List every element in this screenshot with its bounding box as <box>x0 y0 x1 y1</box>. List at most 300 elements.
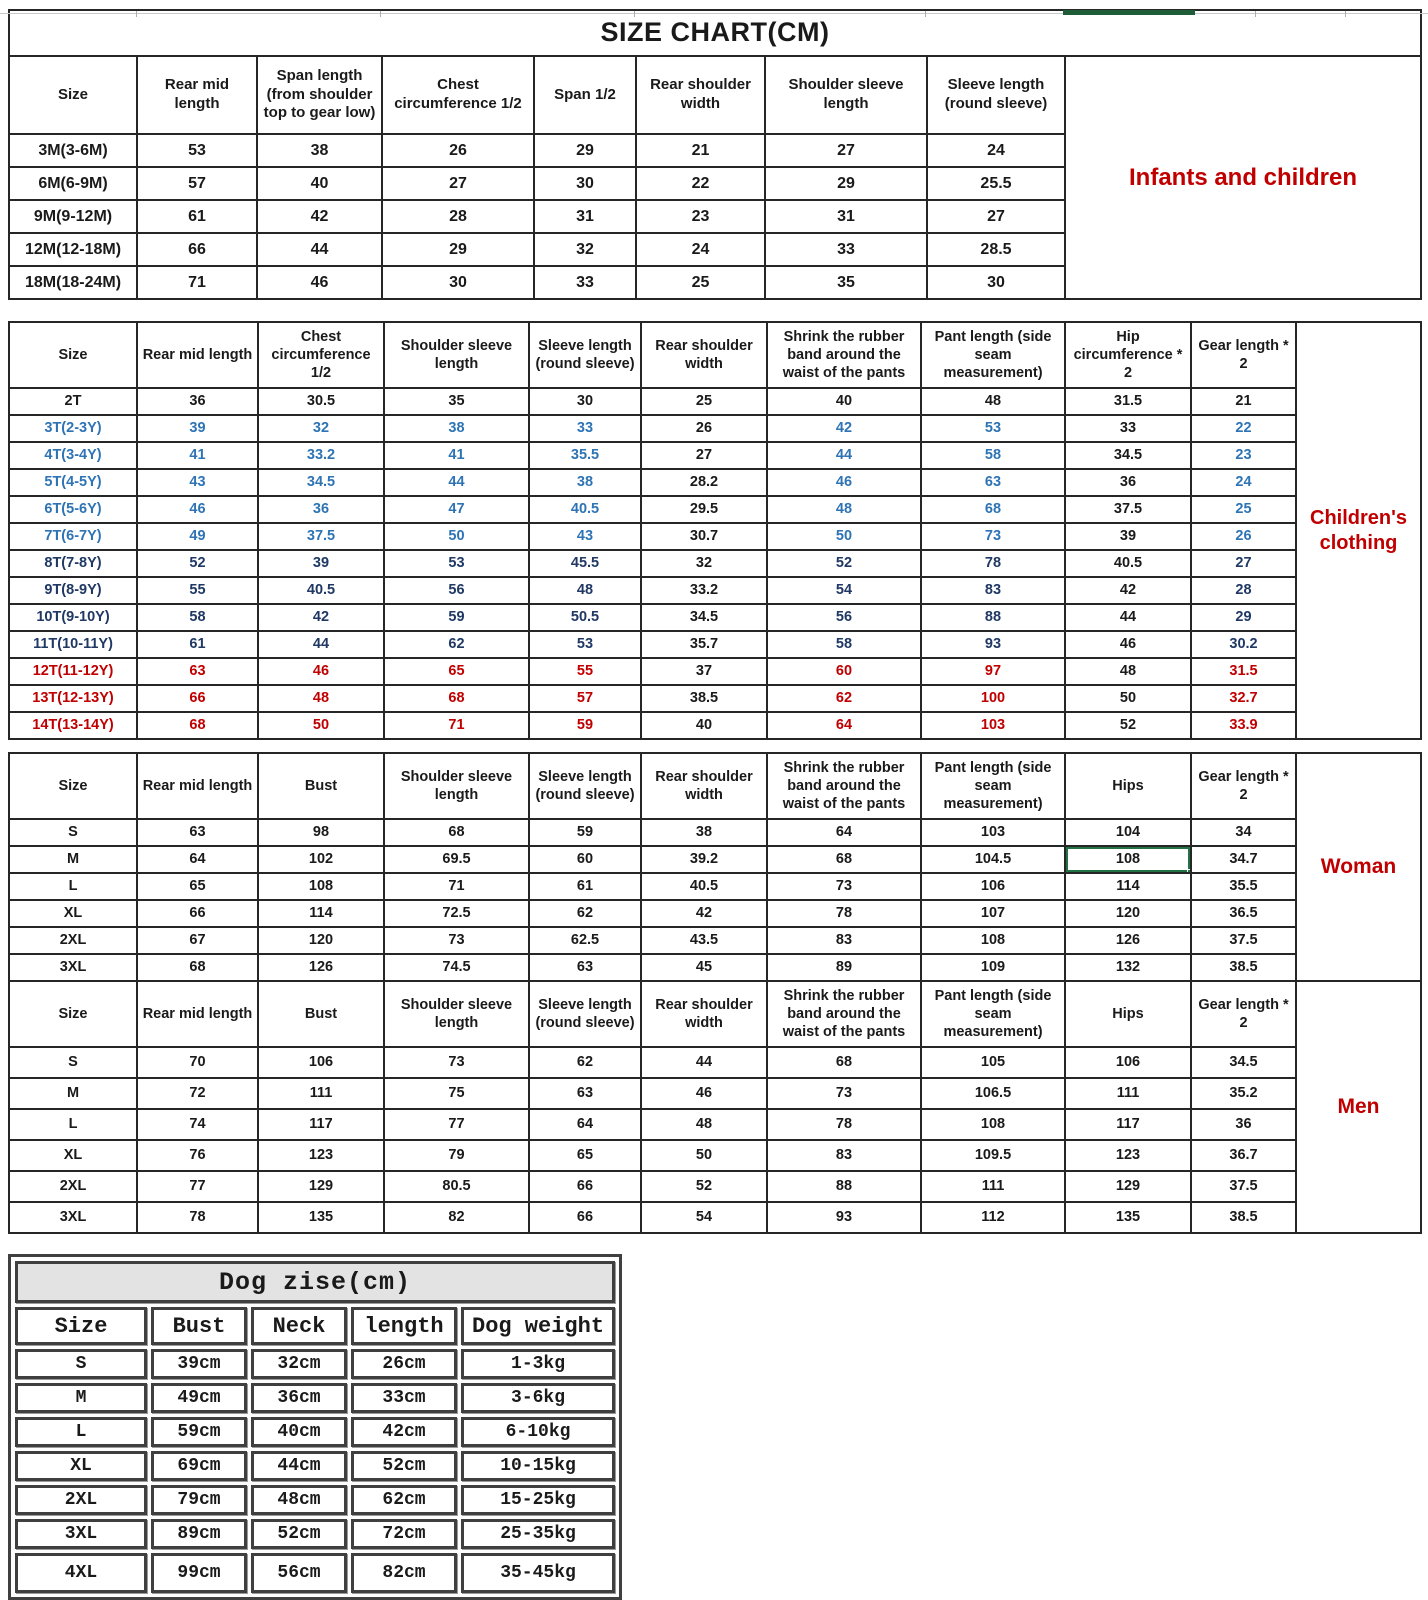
cell: 28.2 <box>641 469 767 496</box>
cell: 44 <box>767 442 921 469</box>
cell: 79 <box>384 1140 529 1171</box>
cell: 46 <box>641 1078 767 1109</box>
cell: 78 <box>921 550 1065 577</box>
selection-handle <box>1187 869 1191 873</box>
cell: 26 <box>382 134 534 167</box>
table-row <box>9 631 1421 658</box>
selection-remnant-bar <box>1063 10 1195 15</box>
cell: 71 <box>137 266 257 299</box>
table-row <box>9 846 1421 873</box>
cell: 66 <box>137 900 258 927</box>
col-header: Shoulder sleeve length <box>384 753 529 819</box>
cell: 15-25kg <box>461 1485 615 1515</box>
cell: 105 <box>921 1047 1065 1078</box>
cell: 39 <box>1065 523 1191 550</box>
cell: 28 <box>382 200 534 233</box>
cell: 76 <box>137 1140 258 1171</box>
table-row <box>15 1451 615 1481</box>
cell: 46 <box>1065 631 1191 658</box>
cell: 33 <box>765 233 927 266</box>
cell: 35-45kg <box>461 1553 615 1593</box>
row-size: 2XL <box>9 1171 137 1202</box>
header-row <box>15 1307 615 1345</box>
cell: 106 <box>1065 1047 1191 1078</box>
cell: 69cm <box>151 1451 247 1481</box>
col-header: Rear mid length <box>137 322 258 388</box>
col-header: Hip circumference * 2 <box>1065 322 1191 388</box>
cell: 48 <box>921 388 1065 415</box>
cell: 33.9 <box>1191 712 1296 739</box>
cell: 54 <box>767 577 921 604</box>
col-header: Chest circumference 1/2 <box>258 322 384 388</box>
col-header: Sleeve length (round sleeve) <box>529 322 641 388</box>
col-header: Shrink the rubber band around the waist of the pants <box>767 322 921 388</box>
cell: 50 <box>1065 685 1191 712</box>
cell: 126 <box>1065 927 1191 954</box>
cell: 100 <box>921 685 1065 712</box>
row-size: 7T(6-7Y) <box>9 523 137 550</box>
cell: 108 <box>1065 846 1191 873</box>
table-row <box>9 1140 1421 1171</box>
col-header: Size <box>15 1307 147 1345</box>
col-header: Size <box>9 753 137 819</box>
cell: 52 <box>1065 712 1191 739</box>
cell: 123 <box>1065 1140 1191 1171</box>
cell: 25 <box>636 266 765 299</box>
row-size: XL <box>9 1140 137 1171</box>
cell: 1-3kg <box>461 1349 615 1379</box>
col-header: Gear length * 2 <box>1191 981 1296 1047</box>
table-row <box>9 496 1421 523</box>
col-header: Sleeve length (round sleeve) <box>529 981 641 1047</box>
cell: 73 <box>384 927 529 954</box>
cell: 98 <box>258 819 384 846</box>
row-size: 6M(6-9M) <box>9 167 137 200</box>
cell: 65 <box>529 1140 641 1171</box>
cell: 29.5 <box>641 496 767 523</box>
cell: 59 <box>529 712 641 739</box>
section-label: Men <box>1296 981 1421 1233</box>
col-header: Span 1/2 <box>534 56 636 134</box>
cell: 72 <box>137 1078 258 1109</box>
cell: 27 <box>765 134 927 167</box>
cell: 39 <box>137 415 258 442</box>
gridline-tick <box>136 11 137 17</box>
cell: 33 <box>529 415 641 442</box>
cell: 42 <box>767 415 921 442</box>
cell: 56 <box>384 577 529 604</box>
cell: 106.5 <box>921 1078 1065 1109</box>
cell: 40 <box>641 712 767 739</box>
cell: 120 <box>258 927 384 954</box>
cell: 34.5 <box>1065 442 1191 469</box>
section-label: Woman <box>1296 753 1421 981</box>
cell: 68 <box>137 712 258 739</box>
cell: 40.5 <box>529 496 641 523</box>
cell: 35 <box>765 266 927 299</box>
cell: 24 <box>1191 469 1296 496</box>
table-row <box>9 550 1421 577</box>
cell: 132 <box>1065 954 1191 981</box>
cell: 62.5 <box>529 927 641 954</box>
cell: 63 <box>137 819 258 846</box>
cell: 40cm <box>251 1417 347 1447</box>
cell: 45 <box>641 954 767 981</box>
row-size: 3XL <box>15 1519 147 1549</box>
row-size: M <box>9 846 137 873</box>
cell: 78 <box>137 1202 258 1233</box>
cell: 66 <box>529 1171 641 1202</box>
cell: 58 <box>767 631 921 658</box>
cell: 82cm <box>351 1553 457 1593</box>
cell: 63 <box>921 469 1065 496</box>
cell: 29 <box>534 134 636 167</box>
cell: 42 <box>257 200 382 233</box>
page-title: SIZE CHART(CM) <box>9 10 1421 56</box>
cell: 31 <box>765 200 927 233</box>
cell: 74.5 <box>384 954 529 981</box>
cell: 53 <box>921 415 1065 442</box>
table-row <box>15 1349 615 1379</box>
col-header: Shrink the rubber band around the waist of the pants <box>767 753 921 819</box>
cell: 55 <box>529 658 641 685</box>
cell: 40.5 <box>258 577 384 604</box>
row-size: XL <box>9 900 137 927</box>
cell: 108 <box>258 873 384 900</box>
table-row <box>9 577 1421 604</box>
cell: 62 <box>767 685 921 712</box>
col-header: Rear mid length <box>137 981 258 1047</box>
col-header: Span length (from shoulder top to gear low) <box>257 56 382 134</box>
cell: 67 <box>137 927 258 954</box>
cell: 89cm <box>151 1519 247 1549</box>
cell: 135 <box>258 1202 384 1233</box>
cell: 72.5 <box>384 900 529 927</box>
cell: 58 <box>921 442 1065 469</box>
gridline-tick <box>1255 11 1256 17</box>
col-header: Pant length (side seam measurement) <box>921 753 1065 819</box>
cell: 48 <box>767 496 921 523</box>
cell: 37.5 <box>1191 927 1296 954</box>
row-size: 12M(12-18M) <box>9 233 137 266</box>
cell: 48 <box>1065 658 1191 685</box>
cell: 27 <box>382 167 534 200</box>
cell: 30.7 <box>641 523 767 550</box>
col-header: Size <box>9 56 137 134</box>
cell: 43 <box>529 523 641 550</box>
cell: 30 <box>534 167 636 200</box>
cell: 114 <box>1065 873 1191 900</box>
row-size: 4T(3-4Y) <box>9 442 137 469</box>
cell: 31 <box>534 200 636 233</box>
cell: 32 <box>641 550 767 577</box>
table-row <box>9 900 1421 927</box>
cell: 25-35kg <box>461 1519 615 1549</box>
cell: 46 <box>137 496 258 523</box>
cell: 21 <box>1191 388 1296 415</box>
row-size: 3T(2-3Y) <box>9 415 137 442</box>
row-size: L <box>15 1417 147 1447</box>
cell: 57 <box>529 685 641 712</box>
cell: 34 <box>1191 819 1296 846</box>
cell: 103 <box>921 819 1065 846</box>
row-size: 13T(12-13Y) <box>9 685 137 712</box>
cell: 106 <box>921 873 1065 900</box>
table-row <box>9 1078 1421 1109</box>
cell: 35.2 <box>1191 1078 1296 1109</box>
cell: 22 <box>636 167 765 200</box>
cell: 60 <box>767 658 921 685</box>
dog-table <box>8 1254 622 1600</box>
cell: 39cm <box>151 1349 247 1379</box>
row-size: 3XL <box>9 1202 137 1233</box>
row-size: 9M(9-12M) <box>9 200 137 233</box>
cell: 47 <box>384 496 529 523</box>
cell: 33 <box>534 266 636 299</box>
col-header: Rear mid length <box>137 753 258 819</box>
row-size: M <box>15 1383 147 1413</box>
cell: 64 <box>767 819 921 846</box>
cell: 30 <box>529 388 641 415</box>
table-row <box>15 1383 615 1413</box>
cell: 123 <box>258 1140 384 1171</box>
cell: 40 <box>257 167 382 200</box>
cell: 40.5 <box>1065 550 1191 577</box>
cell: 42 <box>1065 577 1191 604</box>
gridline-strip <box>0 13 1428 14</box>
table-row <box>9 819 1421 846</box>
cell: 22 <box>1191 415 1296 442</box>
row-size: S <box>15 1349 147 1379</box>
cell: 111 <box>258 1078 384 1109</box>
cell: 52cm <box>351 1451 457 1481</box>
cell: 6-10kg <box>461 1417 615 1447</box>
col-header: Sleeve length (round sleeve) <box>529 753 641 819</box>
cell: 36 <box>137 388 258 415</box>
col-header: Shoulder sleeve length <box>384 981 529 1047</box>
cell: 36cm <box>251 1383 347 1413</box>
cell: 37.5 <box>1065 496 1191 523</box>
cell: 29 <box>765 167 927 200</box>
cell: 114 <box>258 900 384 927</box>
cell: 82 <box>384 1202 529 1233</box>
cell: 62 <box>384 631 529 658</box>
cell: 49cm <box>151 1383 247 1413</box>
cell: 35.5 <box>529 442 641 469</box>
row-size: 2T <box>9 388 137 415</box>
cell: 37.5 <box>258 523 384 550</box>
cell: 54 <box>641 1202 767 1233</box>
col-header: Rear mid length <box>137 56 257 134</box>
cell: 46 <box>257 266 382 299</box>
cell: 23 <box>1191 442 1296 469</box>
table-row <box>9 873 1421 900</box>
cell: 44 <box>257 233 382 266</box>
table-row <box>9 415 1421 442</box>
cell: 53 <box>384 550 529 577</box>
cell: 36 <box>1191 1109 1296 1140</box>
cell: 65 <box>137 873 258 900</box>
cell: 24 <box>636 233 765 266</box>
cell: 25 <box>1191 496 1296 523</box>
cell: 111 <box>921 1171 1065 1202</box>
row-size: 3M(3-6M) <box>9 134 137 167</box>
cell: 39 <box>258 550 384 577</box>
row-size: S <box>9 819 137 846</box>
table-row <box>15 1519 615 1549</box>
cell: 35.5 <box>1191 873 1296 900</box>
cell: 53 <box>137 134 257 167</box>
col-header: Gear length * 2 <box>1191 322 1296 388</box>
cell: 36 <box>1065 469 1191 496</box>
cell: 52 <box>767 550 921 577</box>
table-row <box>9 712 1421 739</box>
cell: 56cm <box>251 1553 347 1593</box>
cell: 52 <box>137 550 258 577</box>
cell: 117 <box>258 1109 384 1140</box>
cell: 50 <box>258 712 384 739</box>
cell: 31.5 <box>1191 658 1296 685</box>
col-header: Bust <box>258 753 384 819</box>
table-row <box>9 523 1421 550</box>
cell: 97 <box>921 658 1065 685</box>
cell: 78 <box>767 900 921 927</box>
cell: 58 <box>137 604 258 631</box>
header-row <box>9 753 1421 819</box>
cell: 37 <box>641 658 767 685</box>
row-size: XL <box>15 1451 147 1481</box>
row-size: 5T(4-5Y) <box>9 469 137 496</box>
cell: 63 <box>137 658 258 685</box>
cell: 68 <box>921 496 1065 523</box>
cell: 120 <box>1065 900 1191 927</box>
col-header: Shoulder sleeve length <box>384 322 529 388</box>
cell: 10-15kg <box>461 1451 615 1481</box>
gridline-tick <box>634 11 635 17</box>
cell: 78 <box>767 1109 921 1140</box>
cell: 60 <box>529 846 641 873</box>
cell: 42 <box>258 604 384 631</box>
cell: 135 <box>1065 1202 1191 1233</box>
cell: 48cm <box>251 1485 347 1515</box>
col-header: Shrink the rubber band around the waist of the pants <box>767 981 921 1047</box>
cell: 53 <box>529 631 641 658</box>
table-row <box>9 1109 1421 1140</box>
table-row <box>9 658 1421 685</box>
cell: 66 <box>137 685 258 712</box>
cell: 69.5 <box>384 846 529 873</box>
cell: 30 <box>927 266 1065 299</box>
cell: 30.5 <box>258 388 384 415</box>
cell: 62 <box>529 900 641 927</box>
col-header: Size <box>9 981 137 1047</box>
table-row <box>9 469 1421 496</box>
cell: 21 <box>636 134 765 167</box>
cell: 59 <box>529 819 641 846</box>
cell: 83 <box>767 1140 921 1171</box>
row-size: 2XL <box>15 1485 147 1515</box>
row-size: 11T(10-11Y) <box>9 631 137 658</box>
cell: 36.5 <box>1191 900 1296 927</box>
cell: 103 <box>921 712 1065 739</box>
cell: 40 <box>767 388 921 415</box>
cell: 108 <box>921 927 1065 954</box>
cell: 102 <box>258 846 384 873</box>
cell: 44 <box>641 1047 767 1078</box>
cell: 93 <box>767 1202 921 1233</box>
cell: 46 <box>767 469 921 496</box>
cell: 32cm <box>251 1349 347 1379</box>
cell: 73 <box>384 1047 529 1078</box>
cell: 71 <box>384 873 529 900</box>
cell: 104 <box>1065 819 1191 846</box>
cell: 50 <box>384 523 529 550</box>
cell: 129 <box>258 1171 384 1202</box>
cell: 44 <box>258 631 384 658</box>
gridline-tick <box>925 11 926 17</box>
col-header: Pant length (side seam measurement) <box>921 322 1065 388</box>
cell: 34.5 <box>641 604 767 631</box>
cell: 41 <box>137 442 258 469</box>
cell: 30.2 <box>1191 631 1296 658</box>
cell: 108 <box>921 1109 1065 1140</box>
header-row <box>9 56 1421 134</box>
cell: 68 <box>767 846 921 873</box>
cell: 38.5 <box>1191 1202 1296 1233</box>
cell: 36 <box>258 496 384 523</box>
cell: 38.5 <box>641 685 767 712</box>
table-row <box>15 1485 615 1515</box>
cell: 111 <box>1065 1078 1191 1109</box>
table-row <box>9 1202 1421 1233</box>
header-row <box>9 981 1421 1047</box>
cell: 37.5 <box>1191 1171 1296 1202</box>
cell: 64 <box>767 712 921 739</box>
cell: 107 <box>921 900 1065 927</box>
cell: 61 <box>137 631 258 658</box>
cell: 33.2 <box>258 442 384 469</box>
cell: 34.5 <box>1191 1047 1296 1078</box>
cell: 39.2 <box>641 846 767 873</box>
cell: 68 <box>384 685 529 712</box>
infants-table <box>8 9 1422 300</box>
row-size: 18M(18-24M) <box>9 266 137 299</box>
cell: 56 <box>767 604 921 631</box>
cell: 44 <box>384 469 529 496</box>
cell: 109.5 <box>921 1140 1065 1171</box>
col-header: Bust <box>151 1307 247 1345</box>
cell: 38 <box>641 819 767 846</box>
gridline-tick <box>1345 11 1346 17</box>
cell: 55 <box>137 577 258 604</box>
cell: 77 <box>137 1171 258 1202</box>
gridline-tick <box>380 11 381 17</box>
cell: 73 <box>767 1078 921 1109</box>
cell: 38 <box>384 415 529 442</box>
cell: 109 <box>921 954 1065 981</box>
cell: 44cm <box>251 1451 347 1481</box>
cell: 32 <box>534 233 636 266</box>
cell: 34.7 <box>1191 846 1296 873</box>
col-header: Neck <box>251 1307 347 1345</box>
cell: 80.5 <box>384 1171 529 1202</box>
cell: 68 <box>384 819 529 846</box>
cell: 29 <box>1191 604 1296 631</box>
cell: 88 <box>767 1171 921 1202</box>
cell: 66 <box>137 233 257 266</box>
col-header: Chest circumference 1/2 <box>382 56 534 134</box>
cell: 74 <box>137 1109 258 1140</box>
